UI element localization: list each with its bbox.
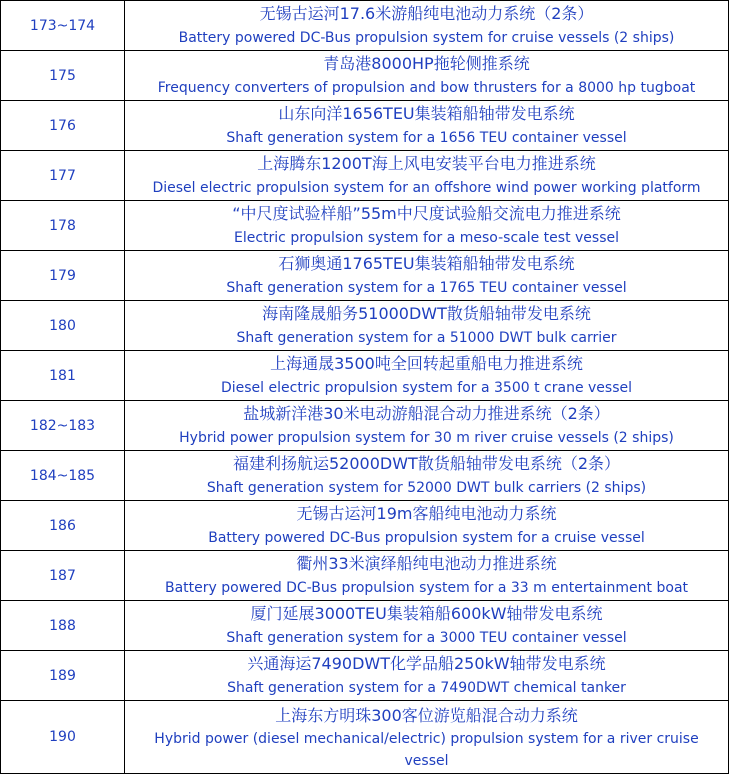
table-row [1,401,729,451]
row-description [125,1,729,51]
row-description [125,601,729,651]
chinese-title: 衢州33米演绎船纯电池动力推进系统 [296,554,557,573]
chinese-title: “中尺度试验样船”55m中尺度试验船交流电力推进系统 [232,204,621,223]
row-description [125,201,729,251]
table-row [1,201,729,251]
chinese-title: 山东向洋1656TEU集装箱船轴带发电系统 [278,104,575,123]
chinese-title: 上海东方明珠300客位游览船混合动力系统 [275,705,578,725]
chinese-title: 无锡古运河19m客船纯电池动力系统 [296,504,557,523]
row-number: 186 [1,501,125,551]
english-title: Shaft generation system for a 51000 DWT bulk carrier [236,330,617,346]
row-description [125,351,729,401]
english-title: Shaft generation system for a 3000 TEU container vessel [226,630,627,646]
table-row [1,551,729,601]
english-title: Shaft generation system for a 1656 TEU container vessel [226,130,627,146]
row-number: 173~174 [1,1,125,51]
chinese-title: 厦门延展3000TEU集装箱船600kW轴带发电系统 [250,604,603,623]
chinese-title: 青岛港8000HP拖轮侧推系统 [323,54,530,73]
english-title: Battery powered DC-Bus propulsion system for a cruise vessel [208,530,645,546]
english-title: Frequency converters of propulsion and bow thrusters for a 8000 hp tugboat [157,80,696,96]
row-description [125,251,729,301]
chinese-title: 上海腾东1200T海上风电安装平台电力推进系统 [257,154,596,173]
row-number: 178 [1,201,125,251]
english-title: Battery powered DC-Bus propulsion system for cruise vessels (2 ships) [178,30,675,46]
chinese-title: 海南隆晟船务51000DWT散货船轴带发电系统 [262,304,591,323]
row-number: 180 [1,301,125,351]
table-row [1,151,729,201]
row-description [125,101,729,151]
row-description [125,651,729,701]
row-description [125,151,729,201]
table-row [1,651,729,701]
table-row [1,451,729,501]
table-row [1,101,729,151]
chinese-title: 盐城新洋港30米电动游船混合动力推进系统（2条） [243,404,610,423]
english-title: Battery powered DC-Bus propulsion system for a 33 m entertainment boat [164,580,689,596]
chinese-title: 兴通海运7490DWT化学品船250kW轴带发电系统 [247,654,606,673]
table-row [1,301,729,351]
chinese-title: 石狮奥通1765TEU集装箱船轴带发电系统 [278,254,575,273]
english-title: Shaft generation system for 52000 DWT bulk carriers (2 ships) [206,480,647,496]
english-title: Diesel electric propulsion system for an offshore wind power working platform [152,180,701,196]
table-row [1,701,729,774]
row-number: 179 [1,251,125,301]
row-description [125,301,729,351]
table-row [1,1,729,51]
english-title: Diesel electric propulsion system for a 3500 t crane vessel [220,380,633,396]
english-title: Shaft generation system for a 7490DWT chemical tanker [227,680,626,696]
row-number: 176 [1,101,125,151]
row-description [125,51,729,101]
table-row [1,251,729,301]
row-number: 189 [1,651,125,701]
row-description [125,701,729,774]
row-description [125,501,729,551]
row-description [125,451,729,501]
table-row [1,351,729,401]
row-description [125,551,729,601]
row-number: 182~183 [1,401,125,451]
table-row [1,51,729,101]
row-number: 188 [1,601,125,651]
english-title: Electric propulsion system for a meso-scale test vessel [233,230,619,246]
chinese-title: 无锡古运河17.6米游船纯电池动力系统（2条） [259,4,594,23]
row-description [125,401,729,451]
english-title: Hybrid power (diesel mechanical/electric) propulsion system for a river cruise vessel [154,730,699,769]
table-row [1,601,729,651]
chinese-title: 福建利扬航运52000DWT散货船轴带发电系统（2条） [233,454,620,473]
row-number: 184~185 [1,451,125,501]
row-number: 187 [1,551,125,601]
row-number: 190 [1,701,125,774]
row-number: 177 [1,151,125,201]
row-number: 175 [1,51,125,101]
row-number: 181 [1,351,125,401]
english-title: Shaft generation system for a 1765 TEU container vessel [226,280,627,296]
table-row [1,501,729,551]
english-title: Hybrid power propulsion system for 30 m river cruise vessels (2 ships) [179,430,674,446]
chinese-title: 上海通晟3500吨全回转起重船电力推进系统 [270,354,583,373]
